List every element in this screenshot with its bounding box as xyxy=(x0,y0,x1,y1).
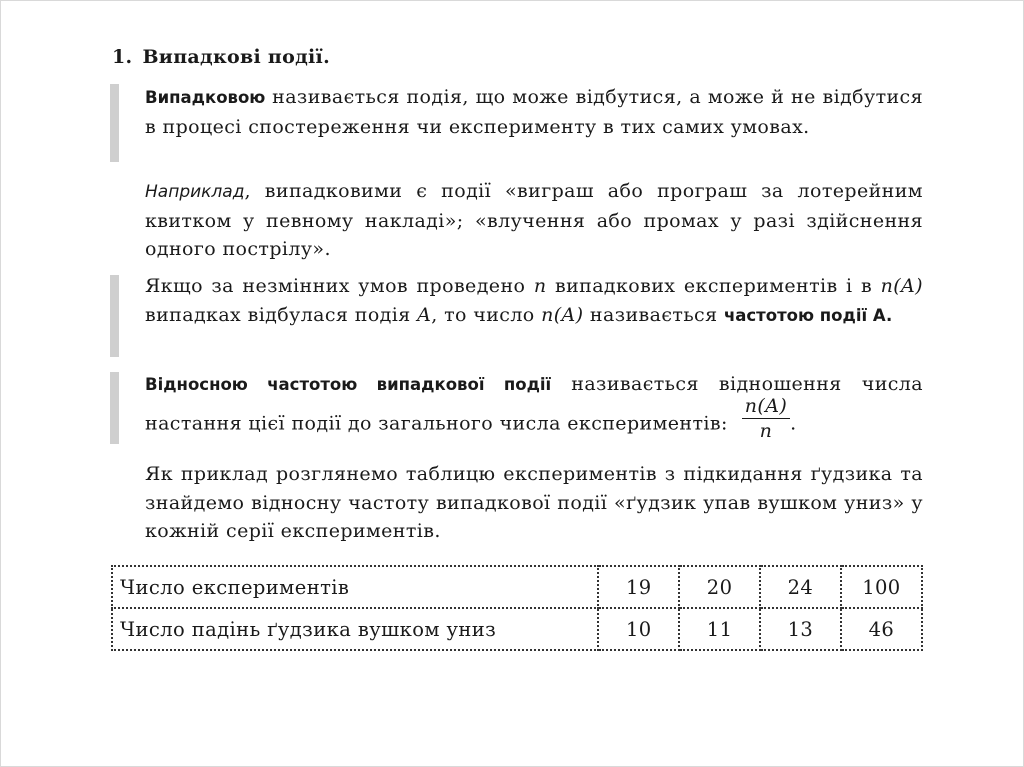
row-label: Число експериментів xyxy=(112,566,598,608)
experiments-table xyxy=(111,565,923,651)
table-cell: 10 xyxy=(598,608,679,650)
var-A: A xyxy=(417,303,432,326)
section-title: Випадкові події. xyxy=(142,46,330,68)
example-paragraph xyxy=(145,177,923,264)
table-cell: 24 xyxy=(760,566,841,608)
row-label: Число падінь ґудзика вушком униз xyxy=(112,608,598,650)
example-text: , випадковими є події «виграш або програш за лотерейним квитком у певному накладі»; «влучення або промах у разі здійснення одного пострілу». xyxy=(145,180,923,260)
frequency-definition xyxy=(145,272,923,330)
relative-frequency-end: . xyxy=(790,412,797,434)
definition-bar xyxy=(110,84,119,162)
table-cell: 100 xyxy=(841,566,922,608)
table-row xyxy=(112,608,922,650)
var-n: n xyxy=(533,275,547,297)
frequency-text-1: Якщо за незмінних умов проведено xyxy=(145,275,534,297)
var-nA-2: n(A) xyxy=(541,303,584,326)
table-cell: 19 xyxy=(598,566,679,608)
table-intro xyxy=(145,460,923,546)
frequency-text-3: випадках відбулася подія xyxy=(145,303,418,326)
frequency-text-5: називається xyxy=(583,303,724,326)
frequency-text-4: , то число xyxy=(431,303,542,326)
definition-random xyxy=(145,83,923,141)
frequency-text-2: випадкових експериментів і в xyxy=(546,275,881,297)
fraction xyxy=(742,394,790,443)
table-cell: 46 xyxy=(841,608,922,650)
table-cell: 13 xyxy=(760,608,841,650)
relative-frequency-bar xyxy=(110,372,119,444)
table-cell: 11 xyxy=(679,608,760,650)
term-relative-frequency: Відносною частотою випадкової події xyxy=(145,375,552,394)
term-random: Випадковою xyxy=(145,88,266,107)
section-heading xyxy=(112,46,330,68)
term-frequency: частотою події A. xyxy=(723,305,893,325)
example-lead: Наприклад xyxy=(145,182,245,202)
table-intro-text: Як приклад розглянемо таблицю експериментів з підкидання ґудзика та знайдемо відносну частоту випадкової події «ґудзик упав вушком униз» у кожній серії експериментів. xyxy=(145,463,923,542)
var-nA: n(A) xyxy=(880,275,923,297)
table-row xyxy=(112,566,922,608)
relative-frequency-text: називається відношення числа настання цієї події до загального числа експериментів: xyxy=(145,373,923,434)
section-number: 1. xyxy=(112,46,133,68)
table-cell: 20 xyxy=(679,566,760,608)
frequency-bar xyxy=(110,275,119,357)
fraction-numerator: n(A) xyxy=(742,394,790,419)
fraction-denominator: n xyxy=(759,419,773,442)
relative-frequency-definition xyxy=(145,370,923,449)
definition-random-text: називається подія, що може відбутися, а може й не відбутися в процесі спостереження чи експерименту в тих самих умовах. xyxy=(145,86,923,138)
